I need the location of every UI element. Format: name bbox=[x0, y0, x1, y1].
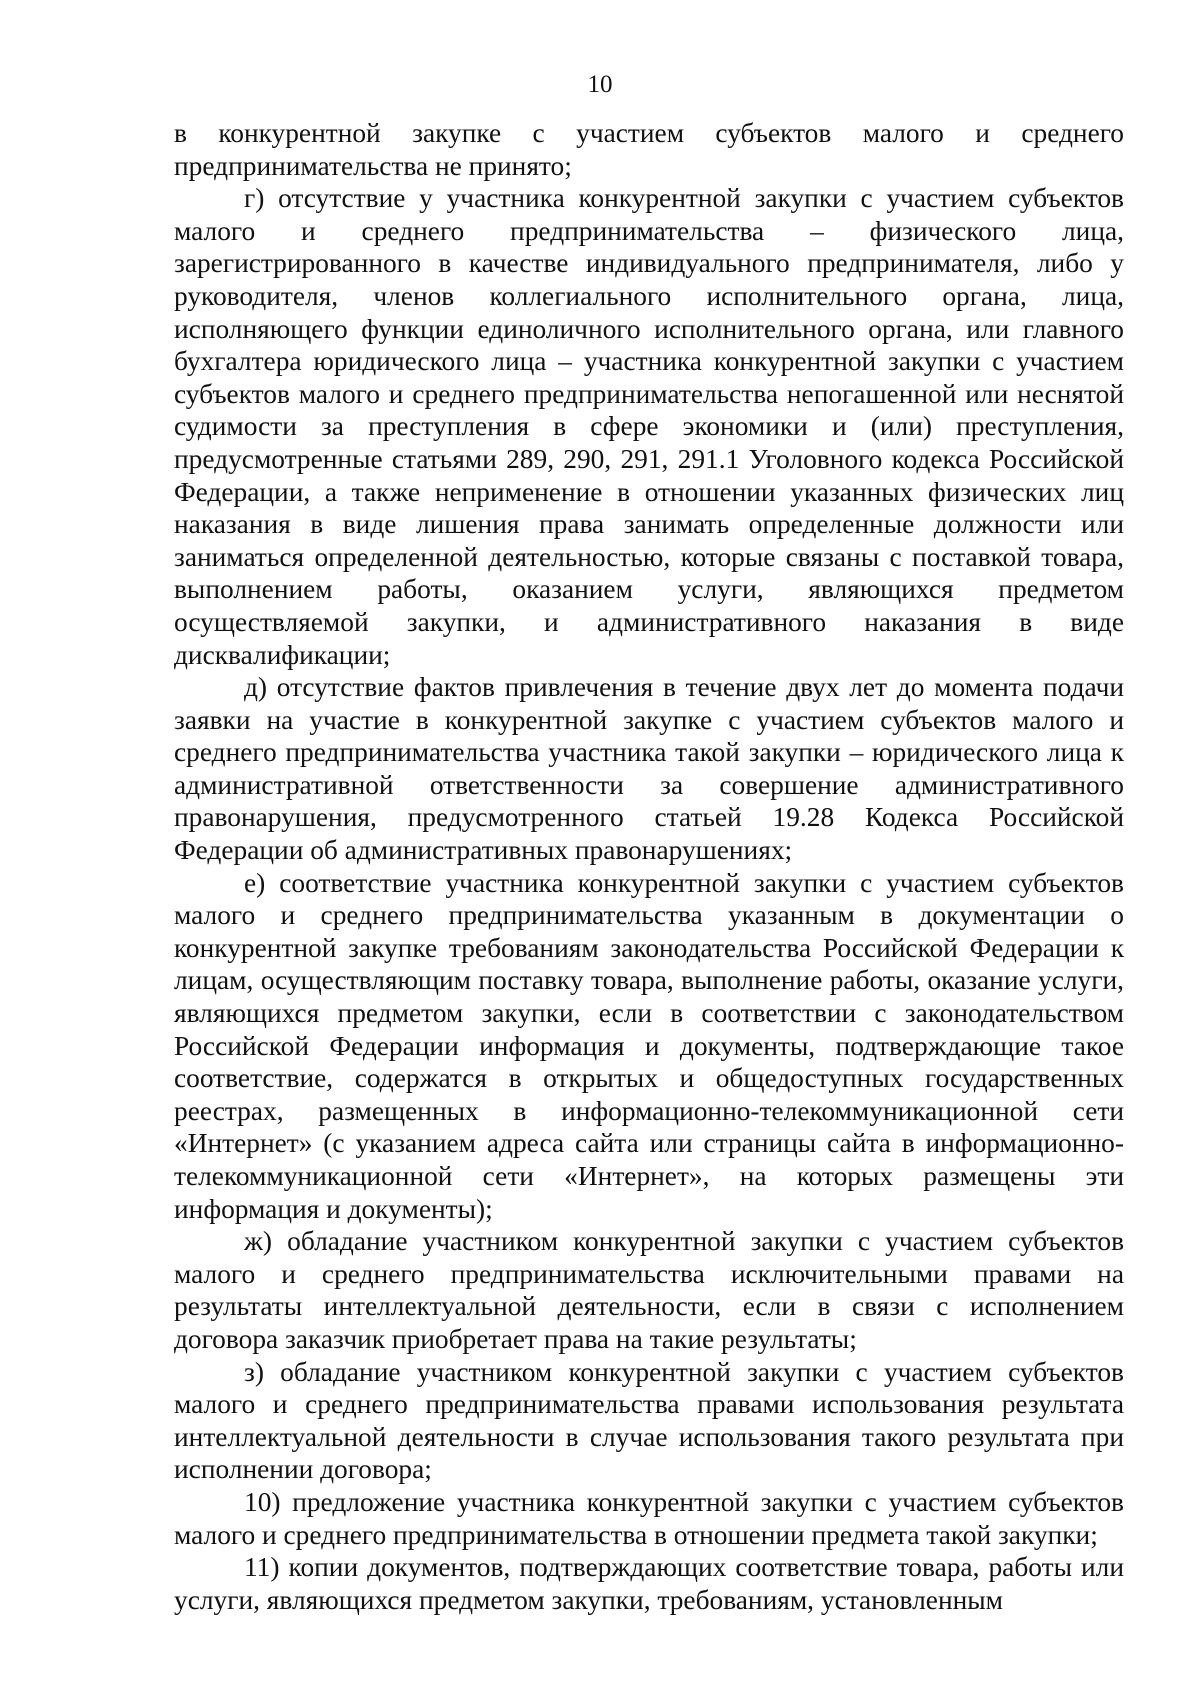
paragraph-item-z: з) обладание участником конкурентной закупки с участием субъектов малого и среднего предпринимательства правами использования результата интеллектуальной деятельности в случае использования такого результата при исполнении договора; bbox=[174, 1356, 1124, 1485]
paragraph-item-11: 11) копии документов, подтверждающих соответствие товара, работы или услуги, являющихся предметом закупки, требованиям, установленным bbox=[174, 1552, 1124, 1615]
paragraph-item-10: 10) предложение участника конкурентной закупки с участием субъектов малого и среднего предпринимательства в отношении предмета такой закупки; bbox=[174, 1486, 1124, 1550]
paragraph-item-zh: ж) обладание участником конкурентной закупки с участием субъектов малого и среднего предпринимательства исключительными правами на результаты интеллектуальной деятельности, если в связи с исполнением договора заказчик приобретает права на такие результаты; bbox=[174, 1226, 1124, 1354]
paragraph-item-d: д) отсутствие фактов привлечения в течение двух лет до момента подачи заявки на участие в конкурентной закупке с участием субъектов малого и среднего предпринимательства участника такой закупки – юридического лица к административной ответственности за совершение административного правонарушения, предусмотренного статьей 19.28 Кодекса Российской Федерации об административных правонарушениях; bbox=[174, 672, 1124, 866]
paragraph-continuation: в конкурентной закупке с участием субъектов малого и среднего предпринимательства не принято; bbox=[174, 118, 1124, 181]
paragraph-item-g: г) отсутствие у участника конкурентной закупки с участием субъектов малого и среднего предпринимательства – физического лица, зарегистрированного в качестве индивидуального предпринимателя, либо у руководителя, членов коллегиального исполнительного органа, лица, исполняющего функции единоличного исполнительного органа, или главного бухгалтера юридического лица – участника конкурентной закупки с участием субъектов малого и среднего предпринимательства непогашенной или неснятой судимости за преступления в сфере экономики и (или) преступления, предусмотренные статьями 289, 290, 291, 291.1 Уголовного кодекса Российской Федерации, а также неприменение в отношении указанных физических лиц наказания в виде лишения права занимать определенные должности или заниматься определенной деятельностью, которые связаны с поставкой товара, выполнением работы, оказанием услуги, являющихся предметом осуществляемой закупки, и административного наказания в виде дисквалификации; bbox=[174, 183, 1124, 670]
paragraph-item-e: е) соответствие участника конкурентной закупки с участием субъектов малого и среднего предпринимательства указанным в документации о конкурентной закупке требованиям законодательства Российской Федерации к лицам, осуществляющим поставку товара, выполнение работы, оказание услуги, являющихся предметом закупки, если в соответствии с законодательством Российской Федерации информация и документы, подтверждающие такое соответствие, содержатся в открытых и общедоступных государственных реестрах, размещенных в информационно-телекоммуникационной сети «Интернет» (с указанием адреса сайта или страницы сайта в информационно-телекоммуникационной сети «Интернет», на которых размещены эти информация и документы); bbox=[174, 867, 1124, 1224]
page-number: 10 bbox=[587, 71, 613, 98]
document-body bbox=[174, 117, 1124, 1616]
